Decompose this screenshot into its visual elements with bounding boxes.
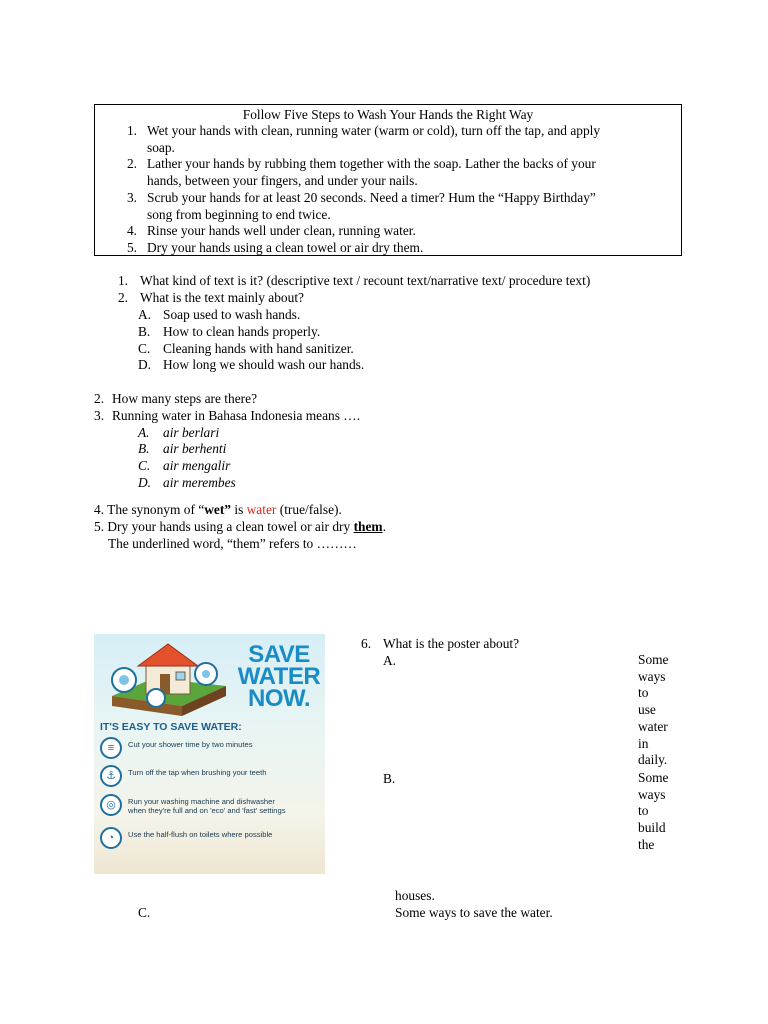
option-word: to (638, 803, 649, 819)
question-4-mid: is (231, 502, 247, 517)
question-4 (94, 502, 342, 519)
question-number: 2. (94, 391, 105, 406)
poster-tip-text: Turn off the tap when brushing your teeth (128, 768, 267, 777)
option-text: air berlari (163, 425, 220, 440)
question-4-suffix: (true/false). (276, 502, 342, 517)
question-5-underlined: them (353, 519, 383, 534)
option-text: How to clean hands properly. (163, 324, 321, 339)
question-text: What is the poster about? (383, 636, 520, 651)
steps-box (94, 104, 682, 256)
poster-tip-text: Cut your shower time by two minutes (128, 740, 253, 749)
step-number: 5. (126, 240, 137, 255)
question-5-prefix: 5. Dry your hands using a clean towel or air dry (94, 519, 354, 534)
option-letter: C. (138, 341, 151, 356)
option-text: air berhenti (163, 441, 227, 456)
house-illustration (94, 634, 244, 724)
option-text: Some ways to save the water. (395, 905, 553, 920)
option-letter: A. (383, 653, 397, 668)
option-letter: D. (138, 475, 152, 490)
question-4-prefix: 4. The synonym of “ (94, 502, 205, 517)
box-title: Follow Five Steps to Wash Your Hands the Right Way (242, 107, 534, 122)
option-letter: A. (138, 425, 150, 440)
option-text: air merembes (163, 475, 236, 490)
option-word: Some (638, 652, 669, 667)
step-line: Rinse your hands well under clean, running water. (147, 223, 416, 238)
option-word: the (638, 836, 655, 852)
question-5-suffix: . (382, 519, 386, 534)
question-number: 3. (94, 408, 105, 423)
step-number: 3. (126, 190, 137, 205)
question-text: What kind of text is it? (descriptive text / recount text/narrative text/ procedure text) (140, 273, 591, 288)
question-number: 1. (117, 273, 128, 288)
poster-subtitle: IT'S EASY TO SAVE WATER: (100, 721, 242, 733)
option-word: Some (638, 770, 669, 785)
option-word: to (638, 685, 649, 701)
step-line: song from beginning to end twice. (147, 206, 331, 222)
step-number: 4. (126, 223, 137, 238)
question-text: What is the text mainly about? (140, 290, 304, 305)
poster-tip-text: Run your washing machine and dishwasher when they're full and on 'eco' and 'fast' settings (128, 797, 286, 815)
option-letter: B. (138, 441, 150, 456)
option-word: water (638, 718, 668, 734)
option-letter: A. (138, 307, 152, 322)
option-word: ways (638, 786, 666, 802)
step-line: soap. (147, 139, 175, 155)
option-word: build (638, 820, 666, 836)
step-text (147, 223, 681, 240)
option-text: Soap used to wash hands. (163, 307, 301, 322)
step-text (147, 123, 681, 156)
option-word: in (638, 735, 649, 751)
option-letter: B. (138, 324, 151, 339)
option-letter: C. (138, 905, 151, 920)
poster-tip-text: Use the half-flush on toilets where possible (128, 830, 273, 839)
step-text (147, 156, 681, 189)
step-number: 2. (126, 156, 137, 171)
option-word: daily. (638, 752, 668, 768)
shower-icon: ≡ (100, 737, 122, 759)
question-text: How many steps are there? (112, 391, 258, 406)
washing-machine-icon: ◎ (100, 794, 122, 816)
option-a-text (638, 652, 669, 769)
option-text: Cleaning hands with hand sanitizer. (163, 341, 354, 356)
step-text (147, 190, 681, 223)
option-letter: C. (138, 458, 151, 473)
question-4-keyword: wet” (204, 502, 231, 517)
save-water-poster (94, 634, 325, 874)
step-line: Scrub your hands for at least 20 seconds. Need a timer? Hum the “Happy Birthday” (147, 190, 596, 205)
option-text: air mengalir (163, 458, 231, 473)
option-letter: B. (383, 771, 396, 786)
question-number: 2. (117, 290, 128, 305)
step-line: Lather your hands by rubbing them together with the soap. Lather the backs of your (147, 156, 596, 171)
question-4-highlight: water (246, 502, 277, 517)
tap-icon: ⚓ (100, 765, 122, 787)
option-b-tail: houses. (395, 888, 435, 903)
option-text: How long we should wash our hands. (163, 357, 365, 372)
question-5 (94, 519, 386, 536)
step-line: Wet your hands with clean, running water (warm or cold), turn off the tap, and apply (147, 123, 601, 138)
option-word: use (638, 702, 656, 718)
step-line: Dry your hands using a clean towel or air dry them. (147, 240, 424, 255)
question-number: 6. (361, 636, 372, 651)
step-number: 1. (126, 123, 137, 138)
step-line: hands, between your fingers, and under your nails. (147, 172, 418, 188)
option-word: ways (638, 668, 666, 684)
option-b-text (638, 770, 669, 854)
step-text (147, 240, 681, 257)
question-text: Running water in Bahasa Indonesia means …. (112, 408, 361, 423)
option-letter: D. (138, 357, 152, 372)
toilet-icon: ◔ (100, 827, 122, 849)
poster-headline: SAVE WATER NOW. (237, 641, 321, 712)
question-5-line2: The underlined word, “them” refers to ……… (108, 536, 357, 551)
